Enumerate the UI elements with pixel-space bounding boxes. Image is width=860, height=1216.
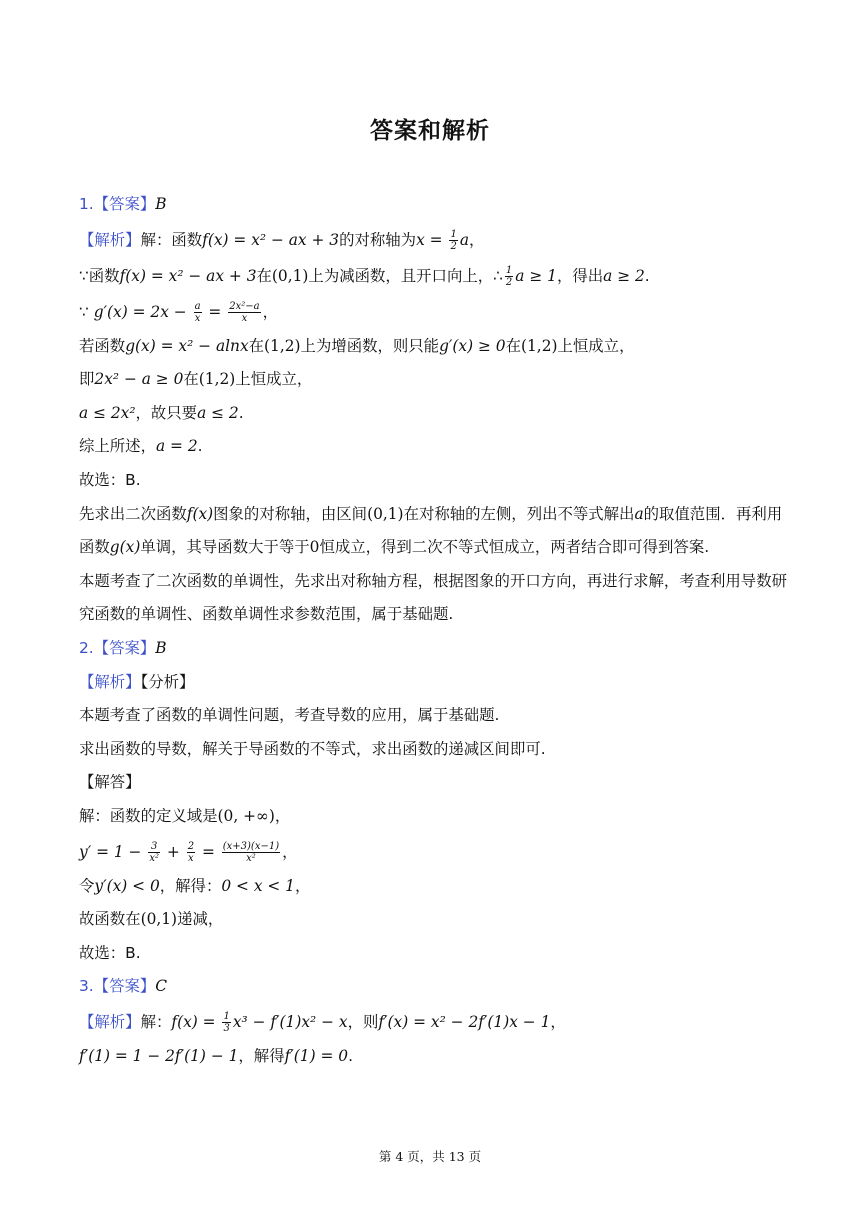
fraction bbox=[449, 229, 457, 252]
fraction bbox=[187, 841, 195, 864]
text: 在对称轴的左侧，列出不等式解出 bbox=[403, 504, 635, 523]
page-footer: 第 4 页，共 13 页 bbox=[378, 1149, 482, 1164]
fraction bbox=[222, 1011, 230, 1034]
q2-analysis-line-6 bbox=[79, 834, 779, 870]
math: a bbox=[634, 504, 644, 523]
text: 即 bbox=[79, 370, 95, 389]
text: 上为减函数，且开口向上，∴ bbox=[308, 266, 503, 285]
text: 令 bbox=[79, 876, 95, 895]
q1-analysis-tag: 【解析】 bbox=[79, 230, 141, 249]
text: 本题考查了二次函数的单调性，先求出对称轴方程，根据图象的开口方向，再进行求解，考查利用导数研 bbox=[79, 571, 787, 590]
q3-answer-value: C bbox=[155, 977, 168, 996]
q2-analysis-line-2 bbox=[79, 699, 779, 733]
q1-analysis-line-11 bbox=[79, 565, 787, 599]
q2-analysis-line-9 bbox=[79, 937, 779, 971]
q1-analysis-line-3 bbox=[79, 294, 779, 330]
math: g(x) = x² − alnx bbox=[125, 336, 249, 355]
math: f(x) = x² − ax + 3 bbox=[119, 266, 257, 285]
math: a ≤ 2x² bbox=[79, 403, 136, 422]
text: 解： bbox=[140, 1012, 172, 1031]
text: 综上所述， bbox=[79, 437, 156, 456]
fraction-denominator: 2 bbox=[505, 276, 513, 288]
fraction-denominator: x bbox=[241, 312, 248, 324]
math: (1,2) bbox=[198, 370, 236, 389]
math: a ≤ 2 bbox=[197, 403, 239, 422]
q3-answer-header: 3.【答案】 bbox=[79, 977, 156, 996]
q1-answer-header: 1.【答案】 bbox=[79, 195, 156, 213]
text: ，则 bbox=[347, 1012, 379, 1031]
text: ， bbox=[469, 230, 485, 249]
q3-answer-line bbox=[79, 970, 779, 1004]
math: + bbox=[162, 842, 185, 861]
math: f′(x) = x² − 2f′(1)x − 1 bbox=[378, 1012, 551, 1031]
text: ，解得： bbox=[159, 876, 222, 895]
fraction bbox=[148, 841, 160, 864]
math: (0,1) bbox=[367, 504, 404, 523]
math: (0,1) bbox=[271, 266, 309, 285]
text: 求出函数的导数，解关于导函数的不等式，求出函数的递减区间即可. bbox=[79, 739, 546, 758]
text: 的对称轴为 bbox=[339, 230, 417, 249]
math: f′(1) = 1 − 2f′(1) − 1 bbox=[79, 1046, 239, 1065]
q3-analysis-tag: 【解析】 bbox=[79, 1012, 141, 1031]
fraction-denominator: x² bbox=[149, 852, 159, 864]
fraction-numerator: 1 bbox=[505, 264, 513, 276]
math: f(x) bbox=[186, 504, 214, 523]
text: ，得出 bbox=[556, 266, 604, 285]
fraction bbox=[228, 301, 260, 324]
math: x = bbox=[416, 230, 448, 249]
fraction-denominator: 2 bbox=[450, 240, 457, 252]
text: 函数 bbox=[79, 538, 110, 557]
fraction bbox=[194, 301, 202, 324]
math: (0,1) bbox=[140, 910, 178, 929]
math: a ≥ 2 bbox=[603, 266, 645, 285]
math: y′ = 1 − bbox=[79, 842, 147, 861]
text: 递减， bbox=[177, 910, 224, 929]
math: (0, +∞) bbox=[217, 806, 275, 825]
q1-answer-value: B bbox=[155, 195, 167, 213]
math: a bbox=[459, 230, 469, 249]
math: 0 bbox=[309, 538, 320, 557]
text: . bbox=[644, 266, 650, 285]
math: g′(x) ≥ 0 bbox=[439, 336, 506, 355]
math: y′(x) < 0 bbox=[94, 876, 160, 895]
text: 若函数 bbox=[79, 336, 126, 355]
q1-analysis-line-7 bbox=[79, 430, 779, 464]
q2-analysis-line-4 bbox=[79, 766, 779, 800]
q1-analysis-line-5 bbox=[79, 363, 779, 397]
q1-analysis-line-8 bbox=[79, 464, 779, 498]
text: . bbox=[238, 403, 244, 422]
text: 【分析】 bbox=[140, 672, 195, 691]
q2-analysis-line-1 bbox=[79, 666, 779, 700]
fraction-denominator: x bbox=[194, 312, 201, 324]
text: ， bbox=[294, 876, 311, 895]
q1-analysis-line-1 bbox=[79, 222, 779, 258]
text: 的取值范围．再利用 bbox=[643, 504, 783, 523]
q1-analysis-line-10 bbox=[79, 531, 779, 565]
text: ， bbox=[262, 302, 278, 321]
fraction-numerator: 2 bbox=[187, 840, 195, 852]
q3-analysis-line-1 bbox=[79, 1004, 779, 1040]
text: 解：函数 bbox=[140, 230, 203, 249]
text: 恒成立，得到二次不等式恒成立，两者结合即可得到答案. bbox=[319, 538, 710, 557]
q2-answer-line bbox=[79, 632, 779, 666]
math: x³ − f′(1)x² − x bbox=[232, 1012, 348, 1031]
text: 单调，其导函数大于等于 bbox=[140, 538, 310, 557]
q1-analysis-line-2 bbox=[79, 258, 779, 294]
text: 上恒成立， bbox=[557, 336, 635, 355]
fraction bbox=[505, 265, 513, 288]
fraction-denominator: x bbox=[188, 852, 194, 864]
q1-analysis-line-9 bbox=[79, 498, 783, 532]
text: 解：函数的定义域是 bbox=[79, 806, 218, 825]
text: 在 bbox=[248, 336, 265, 355]
text: 在 bbox=[256, 266, 272, 285]
q1-answer-line bbox=[79, 188, 779, 222]
q2-analysis-line-8 bbox=[79, 903, 779, 937]
q2-analysis-line-7 bbox=[79, 870, 779, 904]
math: 2x² − a ≥ 0 bbox=[94, 370, 184, 389]
text: 【解答】 bbox=[79, 773, 141, 792]
q2-analysis-tag: 【解析】 bbox=[79, 672, 141, 691]
q1-analysis-line-6 bbox=[79, 397, 779, 431]
text: 本题考查了函数的单调性问题，考查导数的应用，属于基础题. bbox=[79, 706, 500, 725]
math: g′(x) = 2x − bbox=[93, 302, 192, 321]
text: 上为增函数，则只能 bbox=[300, 336, 440, 355]
fraction-numerator: (x+3)(x−1) bbox=[222, 840, 280, 852]
fraction-numerator: 3 bbox=[148, 841, 160, 853]
fraction-numerator: 1 bbox=[450, 228, 457, 240]
text: ， bbox=[550, 1012, 566, 1031]
math: (1,2) bbox=[264, 336, 301, 355]
q2-analysis-line-3 bbox=[79, 733, 779, 767]
text: 故函数在 bbox=[79, 910, 141, 929]
answer-content bbox=[79, 188, 787, 1073]
text: ， bbox=[274, 806, 291, 825]
fraction bbox=[222, 841, 280, 864]
math: a ≥ 1 bbox=[515, 266, 557, 285]
text: . bbox=[348, 1046, 353, 1065]
math: f(x) = bbox=[171, 1012, 221, 1031]
math: (1,2) bbox=[521, 336, 558, 355]
page-title: 答案和解析 bbox=[370, 118, 490, 144]
text: 先求出二次函数 bbox=[79, 504, 187, 523]
fraction-denominator: x² bbox=[246, 852, 256, 864]
text: ∵函数 bbox=[79, 266, 120, 285]
text: 究函数的单调性、函数单调性求参数范围，属于基础题. bbox=[79, 605, 454, 624]
math: g(x) bbox=[109, 538, 141, 557]
text: ∵ bbox=[79, 302, 94, 321]
math: = bbox=[203, 302, 227, 321]
text: 上恒成立， bbox=[235, 370, 313, 389]
q3-analysis-line-2 bbox=[79, 1040, 779, 1074]
text: ，解得 bbox=[238, 1046, 285, 1065]
text: 故选：B. bbox=[79, 943, 141, 962]
fraction-numerator: 1 bbox=[223, 1010, 230, 1022]
fraction-numerator: 2x²−a bbox=[229, 300, 260, 312]
q2-analysis-line-5 bbox=[79, 800, 779, 834]
q2-answer-value: B bbox=[155, 638, 167, 657]
text: ， bbox=[282, 842, 298, 861]
text: 在 bbox=[505, 336, 521, 355]
q2-answer-header: 2.【答案】 bbox=[79, 638, 156, 657]
math: f(x) = x² − ax + 3 bbox=[202, 230, 340, 249]
fraction-denominator: 3 bbox=[223, 1022, 230, 1034]
text: ，故只要 bbox=[135, 403, 198, 422]
q1-analysis-line-12 bbox=[79, 598, 779, 632]
q1-analysis-line-4 bbox=[79, 330, 779, 364]
text: 在 bbox=[183, 370, 199, 389]
math: f′(1) = 0 bbox=[284, 1046, 349, 1065]
fraction-numerator: a bbox=[194, 300, 201, 312]
math: a = 2 bbox=[155, 437, 198, 456]
text: 故选：B. bbox=[79, 470, 141, 489]
text: 图象的对称轴，由区间 bbox=[213, 504, 368, 523]
text: . bbox=[197, 437, 203, 456]
math: 0 < x < 1 bbox=[221, 876, 295, 895]
math: = bbox=[197, 842, 220, 861]
